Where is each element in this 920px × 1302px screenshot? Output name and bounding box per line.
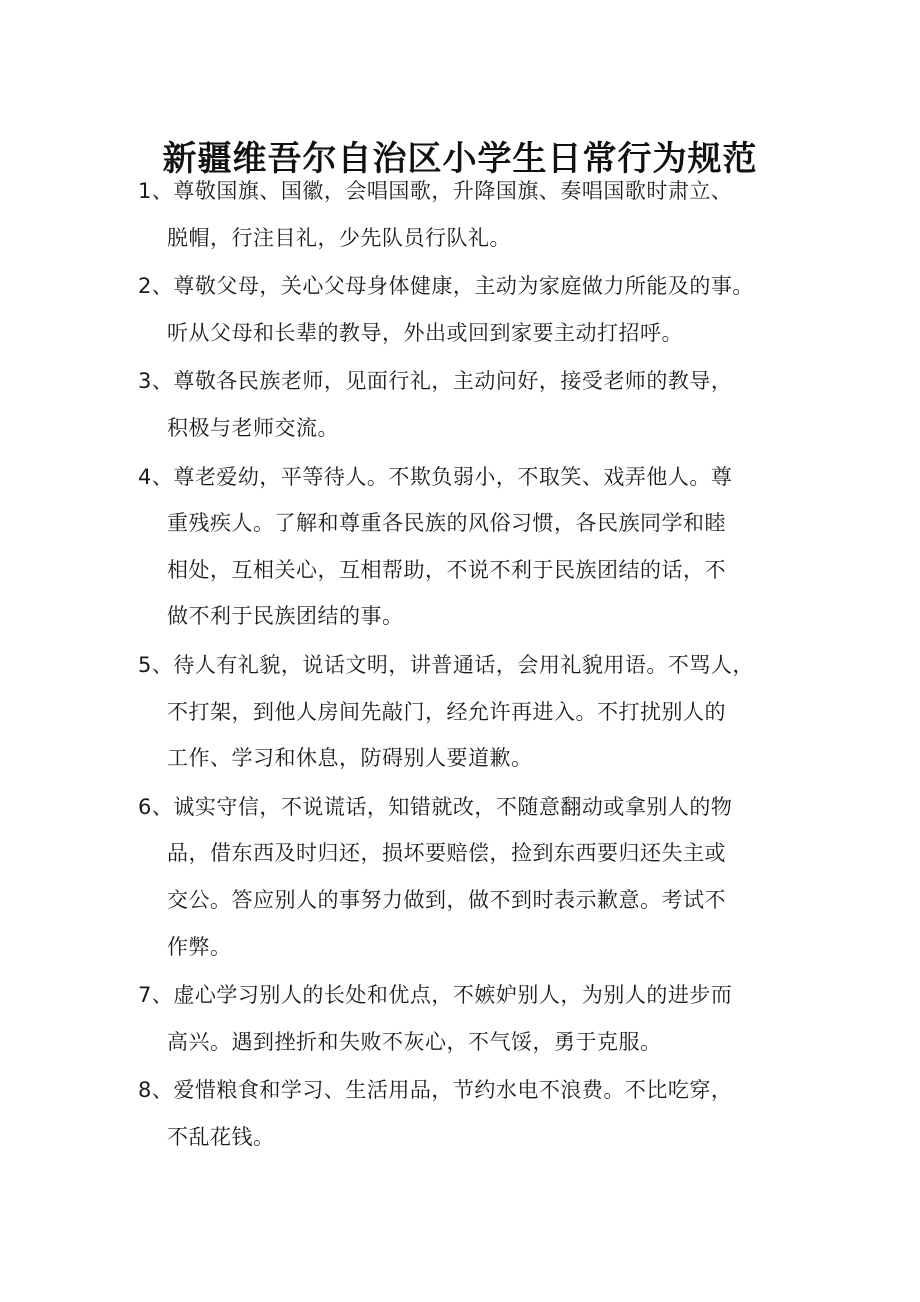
rule-text: 高兴。遇到挫折和失败不灰心，不气馁，勇于克服。	[167, 1029, 662, 1054]
rule-text: 尊敬父母，关心父母身体健康，主动为家庭做力所能及的事。	[173, 274, 754, 299]
rule-first-line	[138, 168, 798, 215]
rule-number-separator: 、	[151, 179, 174, 203]
rule-continuation-line	[138, 547, 798, 594]
rule-text: 不乱花钱。	[167, 1124, 275, 1149]
rule-text: 相处，互相关心，互相帮助，不说不利于民族团结的话，不	[167, 557, 726, 582]
rule-continuation-line	[138, 1114, 798, 1161]
rule-number-separator: 、	[151, 652, 174, 677]
rule-number: 2	[138, 274, 152, 299]
rule-text: 做不利于民族团结的事。	[167, 604, 404, 629]
rule-continuation-line	[138, 405, 798, 452]
rule-item	[138, 972, 798, 1065]
rule-continuation-line	[138, 310, 798, 357]
rule-text: 不打架，到他人房间先敲门，经允许再进入。不打扰别人的	[167, 699, 726, 724]
rule-number-separator: 、	[151, 464, 174, 489]
rule-number-separator: 、	[151, 1078, 174, 1103]
rule-first-line	[138, 358, 798, 405]
rule-continuation-line	[138, 689, 798, 736]
rule-text: 脱帽，行注目礼，少先队员行队礼。	[167, 225, 511, 250]
rule-number: 8	[138, 1078, 152, 1103]
rule-first-line	[138, 642, 798, 689]
rule-continuation-line	[138, 830, 798, 877]
rule-first-line	[138, 454, 798, 501]
rule-continuation-line	[138, 593, 798, 640]
rule-text: 交公。答应别人的事努力做到，做不到时表示歉意。考试不	[167, 887, 726, 912]
rule-text: 爱惜粮食和学习、生活用品，节约水电不浪费。不比吃穿，	[173, 1078, 733, 1103]
rule-first-line	[138, 784, 798, 831]
rule-number: 7	[138, 983, 152, 1008]
rule-continuation-line	[138, 500, 798, 547]
rule-item	[138, 358, 798, 451]
rule-continuation-line	[138, 735, 798, 782]
rule-number: 4	[138, 464, 152, 489]
rule-text: 尊敬各民族老师，见面行礼，主动问好，接受老师的教导，	[173, 369, 733, 394]
rule-continuation-line	[138, 877, 798, 924]
rule-item	[138, 168, 798, 261]
rule-text: 虚心学习别人的长处和优点，不嫉妒别人，为别人的进步而	[173, 983, 733, 1008]
rule-item	[138, 784, 798, 970]
rule-number: 5	[138, 652, 152, 677]
rule-text: 尊老爱幼，平等待人。不欺负弱小，不取笑、戏弄他人。尊	[173, 464, 733, 489]
rule-number: 1	[138, 179, 152, 203]
rule-item	[138, 263, 798, 356]
rule-number-separator: 、	[151, 794, 174, 819]
rule-number: 3	[138, 369, 152, 394]
rule-number-separator: 、	[151, 274, 174, 299]
rule-item	[138, 642, 798, 782]
rule-text: 作弊。	[167, 934, 232, 959]
rule-first-line	[138, 263, 798, 310]
rule-continuation-line	[138, 215, 798, 262]
rule-text: 待人有礼貌，说话文明，讲普通话，会用礼貌用语。不骂人，	[173, 652, 754, 677]
rule-item	[138, 1067, 798, 1160]
rule-first-line	[138, 972, 798, 1019]
rule-number-separator: 、	[151, 369, 174, 394]
rule-text: 积极与老师交流。	[167, 415, 339, 440]
rule-number-separator: 、	[151, 983, 174, 1008]
rule-text: 诚实守信，不说谎话，知错就改，不随意翻动或拿别人的物	[173, 794, 733, 819]
rule-continuation-line	[138, 924, 798, 971]
rule-text: 重残疾人。了解和尊重各民族的风俗习惯，各民族同学和睦	[167, 511, 726, 536]
rule-item	[138, 454, 798, 640]
rules-list	[138, 168, 798, 1162]
document-title: 新疆维吾尔自治区小学生日常行为规范	[162, 138, 758, 179]
rule-first-line	[138, 1067, 798, 1114]
rule-text: 品，借东西及时归还，损坏要赔偿，捡到东西要归还失主或	[167, 841, 726, 866]
rule-text: 听从父母和长辈的教导，外出或回到家要主动打招呼。	[167, 320, 683, 345]
rule-text: 尊敬国旗、国徽，会唱国歌，升降国旗、奏唱国歌时肃立、	[173, 179, 733, 203]
rule-number: 6	[138, 794, 152, 819]
rule-text: 工作、学习和休息，防碍别人要道歉。	[167, 746, 533, 771]
rule-continuation-line	[138, 1019, 798, 1066]
